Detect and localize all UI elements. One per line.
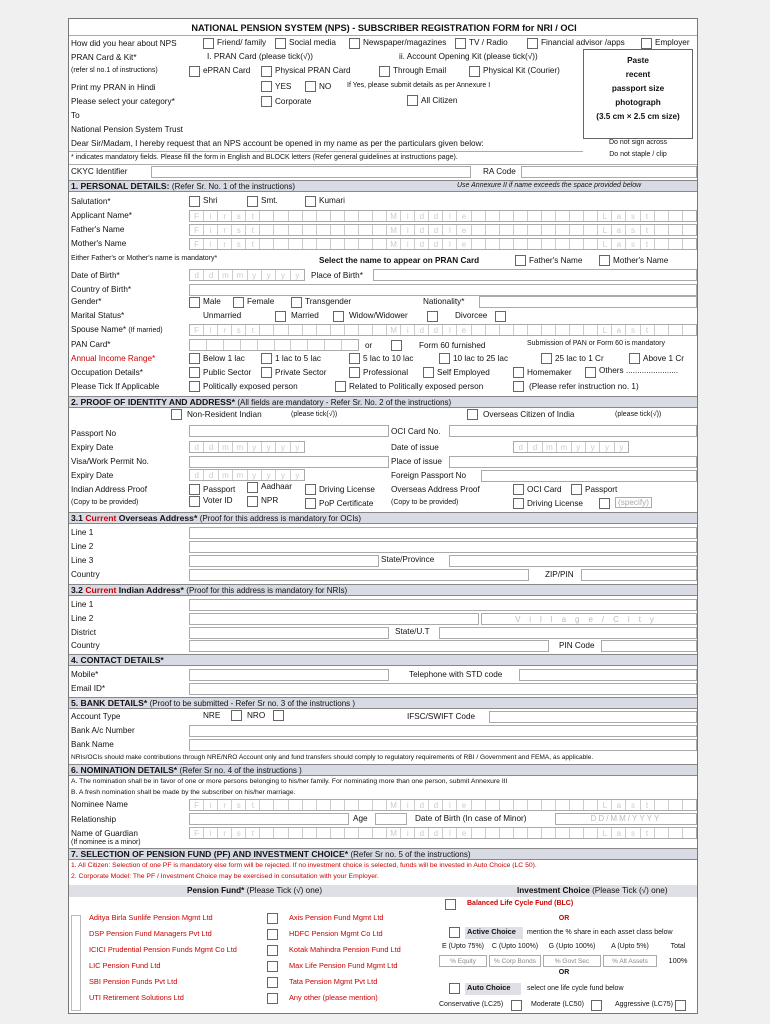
indian-line1-label: Line 1: [71, 600, 94, 609]
female-label: Female: [247, 297, 275, 306]
proof-aadhaar-checkbox[interactable]: [247, 482, 258, 493]
bank-name-input[interactable]: [189, 739, 697, 751]
income-option: 5 lac to 10 lac: [363, 354, 414, 363]
proof-pop-label: PoP Certificate: [319, 499, 374, 508]
section-4-header: 4. CONTACT DETAILS*: [69, 654, 698, 666]
widow-checkbox[interactable]: [427, 311, 438, 322]
overseas-line3-input[interactable]: [189, 555, 379, 567]
to-label: To: [71, 111, 80, 120]
dob-minor-input[interactable]: DD/MM/YYYY: [555, 813, 697, 825]
lc25-checkbox[interactable]: [511, 1000, 522, 1011]
overseas-line2-input[interactable]: [189, 541, 697, 553]
income-option: Above 1 Cr: [643, 354, 684, 363]
telephone-label: Telephone with STD code: [409, 670, 503, 679]
widow-label: Widow/Widower: [349, 311, 408, 320]
unmarried-label: Unmarried: [203, 311, 242, 320]
pension-fund-label: Any other (please mention): [289, 993, 378, 1002]
male-label: Male: [203, 297, 221, 306]
transgender-label: Transgender: [305, 297, 352, 306]
ifsc-input[interactable]: [489, 711, 697, 723]
pension-fund-label: LIC Pension Fund Ltd: [89, 961, 161, 970]
nri-checkbox[interactable]: [171, 409, 182, 420]
marital-label: Marital Status*: [71, 311, 125, 320]
smt-label: Smt.: [261, 196, 278, 205]
pep-tick-label: Please Tick If Applicable: [71, 382, 160, 391]
divorcee-checkbox[interactable]: [495, 311, 506, 322]
section-1-header: 1. PERSONAL DETAILS: (Refer Sr. No. 1 of the instructions): [69, 180, 698, 192]
expiry-label: Expiry Date: [71, 443, 114, 452]
expiry2-label: Expiry Date: [71, 471, 114, 480]
bank-name-label: Bank Name: [71, 740, 114, 749]
gender-label: Gender*: [71, 297, 102, 306]
overseas-line2-label: Line 2: [71, 542, 94, 551]
how-heard-option: TV / Radio: [469, 38, 508, 47]
pob-input[interactable]: [373, 269, 697, 281]
section-5-header: 5. BANK DETAILS* (Proof to be submitted - Refer Sr no. 3 of the instructions ): [69, 697, 698, 709]
dob-minor-label: Date of Birth (In case of Minor): [415, 814, 527, 823]
nro-checkbox[interactable]: [273, 710, 284, 721]
lc25-label: Conservative (LC25): [439, 1001, 504, 1008]
indian-country-input[interactable]: [189, 640, 549, 652]
ic-head: Investment Choice (Please Tick (√) one): [517, 886, 668, 895]
pension-fund-label: ICICI Prudential Pension Funds Mgmt Co Ltd: [89, 945, 237, 954]
nomination-note-a: A. The nomination shall be in favor of one or more persons belonging to his/her family. For nominating more than one person, submit Annexure III: [71, 778, 508, 785]
relationship-label: Relationship: [71, 815, 117, 824]
applicant-name-input[interactable]: F i r s t M i d d l e L a s t: [189, 210, 697, 222]
indian-line2-input[interactable]: [189, 613, 479, 625]
passport-no-label: Passport No: [71, 429, 117, 438]
oap-passport-label: Passport: [585, 485, 618, 494]
pep-label: Politically exposed person: [203, 382, 298, 391]
income-checkbox[interactable]: [541, 353, 552, 364]
rpep-tick-checkbox[interactable]: [513, 381, 524, 392]
doi-label: Date of issue: [391, 443, 439, 452]
oap-other-checkbox[interactable]: [599, 498, 610, 509]
auto-choice-note: select one life cycle fund below: [527, 985, 624, 992]
doi-input[interactable]: d d m m y y y y: [513, 441, 629, 453]
pf-note-1: 1. All Citizen: Selection of one PF is mandatory else form will be rejected. If no investment choice is selected, funds will be invested in Auto Choice (LC 50).: [71, 862, 537, 869]
income-checkbox[interactable]: [439, 353, 450, 364]
rpep-label: Related to Politically exposed person: [349, 382, 484, 391]
zip-label: ZIP/PIN: [545, 570, 574, 579]
occupation-checkbox[interactable]: [423, 367, 434, 378]
married-label: Married: [291, 311, 319, 320]
how-heard-employer-checkbox[interactable]: [641, 38, 652, 49]
oap-oci-label: OCI Card: [527, 485, 562, 494]
pan-label: PAN Card*: [71, 340, 111, 349]
how-heard-advisor-checkbox[interactable]: [527, 38, 538, 49]
occupation-option: Professional: [363, 368, 409, 377]
form60-checkbox[interactable]: [391, 340, 402, 351]
section-2-header: 2. PROOF OF IDENTITY AND ADDRESS* (All fields are mandatory - Refer Sr. No. 2 of the instructions): [69, 396, 698, 408]
proof-dl-label: Driving License: [319, 485, 375, 494]
how-heard-newspaper-checkbox[interactable]: [349, 38, 360, 49]
state-province-label: State/Province: [381, 555, 435, 564]
corporate-checkbox[interactable]: [261, 96, 272, 107]
indian-country-label: Country: [71, 641, 100, 650]
mobile-input[interactable]: [189, 669, 389, 681]
kit-courier-checkbox[interactable]: [469, 66, 480, 77]
photo-text: passport size: [611, 84, 665, 93]
refer-instruction: (Please refer instruction no. 1): [529, 382, 639, 391]
oap-dl-label: Driving License: [527, 499, 583, 508]
district-input[interactable]: [189, 627, 389, 639]
fathers-name-option: Father's Name: [529, 256, 583, 265]
blc-label: Balanced Life Cycle Fund (BLC): [467, 900, 574, 907]
nro-label: NRO: [247, 711, 266, 720]
lc75-checkbox[interactable]: [675, 1000, 686, 1011]
pan-note: Submission of PAN or Form 60 is mandatory: [527, 340, 665, 347]
kumari-checkbox[interactable]: [305, 196, 316, 207]
asset-class-header: E (Upto 75%): [441, 943, 485, 950]
smt-checkbox[interactable]: [247, 196, 258, 207]
how-heard-option: Social media: [289, 38, 336, 47]
spouse-name-input[interactable]: F i r s t M i d d l e L a s t: [189, 324, 697, 336]
pf-head: Pension Fund* (Please Tick (√) one): [187, 886, 323, 895]
passport-no-input[interactable]: [189, 425, 389, 437]
acno-label: Bank A/c Number: [71, 726, 135, 735]
oci-checkbox[interactable]: [467, 409, 478, 420]
bank-note: NRIs/OCIs should make contributions through NRE/NRO Account only and fund transfers should comply to regulatory requirements of RBI / Government and FEMA, as applicable.: [71, 754, 594, 761]
section-3-1-header: 3.1 Current Overseas Address* (Proof for this address is mandatory for OCIs): [69, 512, 698, 524]
occupation-option: Private Sector: [275, 368, 327, 377]
occupation-checkbox[interactable]: [261, 367, 272, 378]
shri-checkbox[interactable]: [189, 196, 200, 207]
asset-class-input[interactable]: % Equity: [439, 955, 487, 967]
hindi-yes-checkbox[interactable]: [261, 81, 272, 92]
proof-dl-checkbox[interactable]: [305, 484, 316, 495]
how-heard-friend-checkbox[interactable]: [203, 38, 214, 49]
fpn-label: Foreign Passport No: [391, 471, 467, 480]
guardian-label: Name of Guardian: [71, 829, 138, 838]
income-checkbox[interactable]: [189, 353, 200, 364]
email-input[interactable]: [189, 683, 697, 695]
married-checkbox[interactable]: [333, 311, 344, 322]
or-2: OR: [558, 969, 570, 976]
telephone-input[interactable]: [519, 669, 697, 681]
pension-fund-checkbox[interactable]: [267, 961, 278, 972]
nominee-label: Nominee Name: [71, 800, 128, 809]
asset-class-header: C (Upto 100%): [491, 943, 539, 950]
photo-text: recent: [625, 70, 651, 79]
how-heard-label: How did you hear about NPS: [71, 39, 177, 48]
oap-specify-input[interactable]: (specify): [615, 497, 652, 508]
proof-voter-label: Voter ID: [203, 496, 233, 505]
father-name-input[interactable]: F i r s t M i d d l e L a s t: [189, 224, 697, 236]
lc75-label: Aggressive (LC75): [615, 1001, 673, 1008]
male-checkbox[interactable]: [189, 297, 200, 308]
photo-note: Do not sign across: [609, 139, 667, 146]
pension-fund-checkbox[interactable]: [267, 913, 278, 924]
state-province-input[interactable]: [449, 555, 697, 567]
active-choice-checkbox[interactable]: [449, 927, 460, 938]
spouse-label: Spouse Name* (If married): [71, 325, 163, 334]
hindi-note: If Yes, please submit details as per Annexure I: [347, 82, 491, 89]
income-checkbox[interactable]: [349, 353, 360, 364]
lc50-label: Moderate (LC50): [531, 1001, 584, 1008]
income-checkbox[interactable]: [629, 353, 640, 364]
asset-class-input[interactable]: % Corp Bonds: [489, 955, 541, 967]
physical-pran-label: Physical PRAN Card: [275, 66, 351, 75]
oci-label: Overseas Citizen of India: [483, 410, 575, 419]
occupation-option: Others .......................: [599, 366, 679, 375]
pan-input[interactable]: [189, 339, 359, 351]
nationality-label: Nationality*: [423, 297, 465, 306]
pension-fund-label: DSP Pension Fund Managers Pvt Ltd: [89, 929, 212, 938]
acno-input[interactable]: [189, 725, 697, 737]
pension-fund-label: Kotak Mahindra Pension Fund Ltd: [289, 945, 401, 954]
fpn-input[interactable]: [481, 470, 697, 482]
hindi-label: Print my PRAN in Hindi: [71, 83, 156, 92]
auto-choice-checkbox[interactable]: [449, 983, 460, 994]
physical-pran-checkbox[interactable]: [261, 66, 272, 77]
rpep-checkbox[interactable]: [335, 381, 346, 392]
proof-aadhaar-label: Aadhaar: [261, 482, 292, 491]
occupation-option: Public Sector: [203, 368, 252, 377]
mandatory-note: * indicates mandatory fields. Please fill the form in English and BLOCK letters (Refer general guidelines at instructions page).: [71, 154, 458, 161]
pin-label: PIN Code: [559, 641, 595, 650]
cob-input[interactable]: [189, 284, 697, 296]
state-ut-label: State/U.T: [395, 627, 430, 636]
salutation-label: Salutation*: [71, 197, 111, 206]
photo-text: (3.5 cm × 2.5 cm size): [596, 112, 680, 121]
how-heard-social-checkbox[interactable]: [275, 38, 286, 49]
all-citizen-checkbox[interactable]: [407, 95, 418, 106]
occupation-checkbox[interactable]: [189, 367, 200, 378]
all-citizen-label: All Citizen: [421, 96, 458, 105]
annexure-note: Use Annexure II if name exceeds the space provided below: [457, 182, 642, 189]
mothers-name-checkbox[interactable]: [599, 255, 610, 266]
pep-checkbox[interactable]: [189, 381, 200, 392]
ra-code-input[interactable]: [521, 166, 697, 178]
asset-class-header: Total: [670, 943, 686, 950]
nationality-input[interactable]: [479, 296, 697, 308]
copy-label: (Copy to be provided): [71, 499, 139, 506]
mother-name-label: Mother's Name: [71, 239, 127, 248]
epran-checkbox[interactable]: [189, 66, 200, 77]
photo-text: photograph: [615, 98, 661, 107]
nomination-note-b: B. A fresh nomination shall be made by the subscriber on his/her marriage.: [71, 789, 296, 796]
visa-expiry-input[interactable]: d d m m y y y y: [189, 469, 305, 481]
pension-fund-checkbox[interactable]: [267, 945, 278, 956]
zip-input[interactable]: [581, 569, 697, 581]
form-title: NATIONAL PENSION SYSTEM (NPS) - SUBSCRIBER REGISTRATION FORM for NRI / OCI: [191, 23, 577, 33]
asset-class-header: A (Upto 5%): [611, 943, 649, 950]
poi-input[interactable]: [449, 456, 697, 468]
oap-label: Overseas Address Proof: [391, 485, 480, 494]
state-ut-input[interactable]: [439, 627, 697, 639]
either-name-note: Either Father's or Mother's name is mandatory*: [71, 255, 218, 262]
photo-note: Do not staple / clip: [609, 151, 667, 158]
kumari-label: Kumari: [319, 196, 345, 205]
occupation-checkbox[interactable]: [513, 367, 524, 378]
ckyc-input[interactable]: [151, 166, 471, 178]
guardian-name-input[interactable]: F i r s t M i d d l e L a s t: [189, 827, 697, 839]
email-label: Email ID*: [71, 684, 106, 693]
visa-label: Visa/Work Permit No.: [71, 457, 149, 466]
poi-label: Place of issue: [391, 457, 442, 466]
dob-input[interactable]: d d m m y y y y: [189, 269, 305, 281]
if-minor-label: (If nominee is a minor): [71, 839, 141, 846]
female-checkbox[interactable]: [233, 297, 244, 308]
income-option: 10 lac to 25 lac: [453, 354, 509, 363]
how-heard-option: Employer: [655, 38, 690, 47]
how-heard-option: Financial advisor /apps: [541, 38, 625, 47]
overseas-line3-label: Line 3: [71, 556, 94, 565]
dob-label: Date of Birth*: [71, 271, 120, 280]
pran-card-label: PRAN Card & Kit*: [71, 53, 137, 62]
blc-checkbox[interactable]: [445, 899, 456, 910]
pension-fund-checkbox[interactable]: [267, 977, 278, 988]
oap-oci-checkbox[interactable]: [513, 484, 524, 495]
district-label: District: [71, 628, 97, 637]
pension-fund-label: SBI Pension Funds Pvt Ltd: [89, 977, 178, 986]
oap-passport-checkbox[interactable]: [571, 484, 582, 495]
visa-input[interactable]: [189, 456, 389, 468]
hindi-no-checkbox[interactable]: [305, 81, 316, 92]
shri-label: Shri: [203, 196, 218, 205]
oci-no-input[interactable]: [449, 425, 697, 437]
ra-code-label: RA Code: [483, 167, 516, 176]
village-city-input[interactable]: Village/City: [481, 613, 697, 625]
indian-line1-input[interactable]: [189, 599, 697, 611]
unmarried-checkbox[interactable]: [275, 311, 286, 322]
pension-fund-checkbox[interactable]: [267, 929, 278, 940]
ckyc-label: CKYC Identifier: [71, 167, 128, 176]
income-option: 1 lac to 5 lac: [275, 354, 321, 363]
nre-label: NRE: [203, 711, 221, 720]
divorcee-label: Divorcee: [455, 311, 488, 320]
occupation-option: Self Employed: [437, 368, 490, 377]
pob-label: Place of Birth*: [311, 271, 363, 280]
ifsc-label: IFSC/SWIFT Code: [407, 712, 476, 721]
pension-fund-checkbox[interactable]: [267, 993, 278, 1004]
income-checkbox[interactable]: [261, 353, 272, 364]
nre-checkbox[interactable]: [231, 710, 242, 721]
cob-label: Country of Birth*: [71, 285, 132, 294]
overseas-country-input[interactable]: [189, 569, 529, 581]
how-heard-option: Newspaper/magazines: [363, 38, 447, 47]
kit-email-label: Through Email: [393, 66, 447, 75]
mothers-name-option: Mother's Name: [613, 256, 669, 265]
trust-label: National Pension System Trust: [71, 125, 183, 134]
income-label: Annual Income Range*: [71, 354, 156, 363]
how-heard-tv-checkbox[interactable]: [455, 38, 466, 49]
pf-note-2: 2. Corporate Model: The PF / Investment Choice may be exercised in consultation with your Employer.: [71, 873, 379, 880]
applicant-name-label: Applicant Name*: [71, 211, 132, 220]
section-6-header: 6. NOMINATION DETAILS* (Refer Sr no. 4 of the instructions ): [69, 764, 698, 776]
or-label: or: [365, 341, 373, 350]
photo-text: Paste: [627, 56, 649, 65]
income-option: 25 lac to 1 Cr: [555, 354, 604, 363]
pension-fund-label: Axis Pension Fund Mgmt Ltd: [289, 913, 384, 922]
pension-fund-label: UTI Retirement Solutions Ltd: [89, 993, 184, 1002]
transgender-checkbox[interactable]: [291, 297, 302, 308]
overseas-line1-label: Line 1: [71, 528, 94, 537]
how-heard-option: Friend/ family: [217, 38, 267, 47]
asset-class-input: 100%: [668, 956, 688, 965]
kit-email-checkbox[interactable]: [379, 66, 390, 77]
proof-passport-checkbox[interactable]: [189, 484, 200, 495]
oci-tick: (please tick(√)): [615, 411, 662, 418]
asset-class-input[interactable]: % Alt Assets: [603, 955, 657, 967]
age-label: Age: [353, 814, 368, 823]
lc50-checkbox[interactable]: [591, 1000, 602, 1011]
active-choice-note: mention the % share in each asset class below: [527, 929, 673, 936]
section-3-2-header: 3.2 Current Indian Address* (Proof for this address is mandatory for NRIs): [69, 584, 698, 596]
pension-fund-label: Tata Pension Mgmt Pvt Ltd: [289, 977, 378, 986]
occupation-checkbox[interactable]: [585, 367, 596, 378]
occupation-checkbox[interactable]: [349, 367, 360, 378]
proof-passport-label: Passport: [203, 485, 236, 494]
copy2-label: (Copy to be provided): [391, 499, 459, 506]
active-choice-label: Active Choice: [467, 927, 516, 936]
kit-courier-label: Physical Kit (Courier): [483, 66, 560, 75]
father-name-label: Father's Name: [71, 225, 125, 234]
pension-fund-label: HDFC Pension Mgmt Co Ltd: [289, 929, 383, 938]
relationship-input[interactable]: [189, 813, 349, 825]
pran-card-sub: (refer sl no.1 of instructions): [71, 67, 158, 74]
category-label: Please select your category*: [71, 97, 175, 106]
auto-choice-label: Auto Choice: [467, 983, 511, 992]
pension-fund-label: Max Life Pension Fund Mgmt Ltd: [289, 961, 398, 970]
hindi-yes-label: YES: [275, 82, 292, 91]
overseas-country-label: Country: [71, 570, 100, 579]
pran-tick-label: I. PRAN Card (please tick(√)): [207, 52, 313, 61]
account-type-label: Account Type: [71, 712, 121, 721]
or-1: OR: [558, 915, 570, 922]
asset-class-header: G (Upto 100%): [548, 943, 596, 950]
proof-npr-label: NPR: [261, 496, 279, 505]
fathers-name-checkbox[interactable]: [515, 255, 526, 266]
indian-line2-label: Line 2: [71, 614, 94, 623]
pin-input[interactable]: [601, 640, 697, 652]
pension-fund-label: Aditya Birla Sunlife Pension Mgmt Ltd: [89, 913, 213, 922]
oci-no-label: OCI Card No.: [391, 427, 441, 436]
oap-dl-checkbox[interactable]: [513, 498, 524, 509]
account-kit-label: ii. Account Opening Kit (please tick(√)): [399, 52, 538, 61]
asset-class-input[interactable]: % Govt Sec: [543, 955, 601, 967]
nri-label: Non-Resident Indian: [187, 410, 262, 419]
corporate-label: Corporate: [275, 97, 312, 106]
passport-expiry-input[interactable]: d d m m y y y y: [189, 441, 305, 453]
proof-pop-checkbox[interactable]: [305, 498, 316, 509]
registration-form: [68, 18, 698, 1014]
occupation-label: Occupation Details*: [71, 368, 143, 377]
proof-voter-checkbox[interactable]: [189, 496, 200, 507]
mother-name-input[interactable]: F i r s t M i d d l e L a s t: [189, 238, 697, 250]
form60-label: Form 60 furnished: [419, 341, 486, 350]
age-input[interactable]: [375, 813, 407, 825]
nri-tick: (please tick(√)): [291, 411, 338, 418]
select-name-label: Select the name to appear on PRAN Card: [319, 256, 480, 265]
occupation-option: Homemaker: [527, 368, 572, 377]
hindi-no-label: NO: [319, 82, 332, 91]
intro-text: Dear Sir/Madam, I hereby request that an NPS account be opened in my name as per the particulars given below:: [71, 139, 484, 148]
proof-npr-checkbox[interactable]: [247, 496, 258, 507]
epran-label: ePRAN Card: [203, 66, 251, 75]
nominee-name-input[interactable]: F i r s t M i d d l e L a s t: [189, 799, 697, 811]
income-option: Below 1 lac: [203, 354, 245, 363]
section-7-header: 7. SELECTION OF PENSION FUND (PF) AND INVESTMENT CHOICE* (Refer Sr no. 5 of the instructions): [69, 848, 698, 860]
overseas-line1-input[interactable]: [189, 527, 697, 539]
indian-addr-proof-label: Indian Address Proof: [71, 485, 148, 494]
mobile-label: Mobile*: [71, 670, 99, 679]
